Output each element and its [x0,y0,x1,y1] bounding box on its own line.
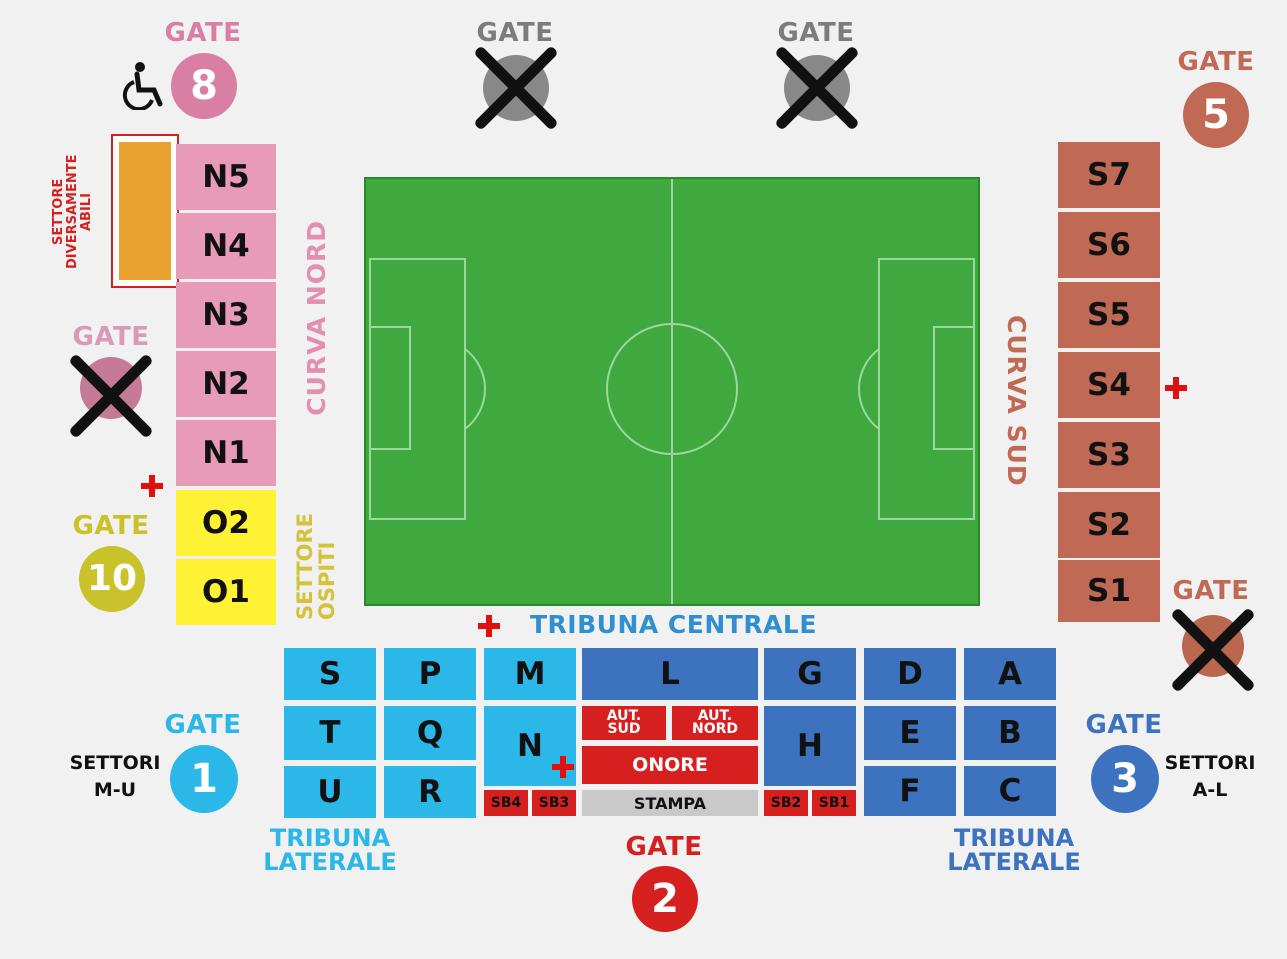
settori-left-line1: SETTORI [69,752,161,774]
sector-SB1[interactable]: SB1 [812,790,856,816]
gate-3-circle[interactable]: 3 [1091,745,1159,813]
sector-N2[interactable]: N2 [176,351,276,417]
sector-Q[interactable]: Q [384,706,476,760]
sector-aut-sud[interactable] [582,706,666,740]
first-aid-icon [478,615,500,637]
gate-10-circle[interactable]: 10 [79,546,145,612]
sector-E[interactable]: E [864,706,956,760]
sector-S2[interactable]: S2 [1058,492,1160,558]
ospiti-line2: OSPITI [315,541,339,620]
sector-H[interactable]: H [764,706,856,786]
curva-nord-label: CURVA NORD [302,220,331,416]
disabili-line3: ABILI [79,193,94,231]
tribuna-laterale-left-label [240,826,420,874]
gate-1-circle[interactable]: 1 [170,745,238,813]
laterale-left-line1: TRIBUNA [269,824,391,852]
settore-ospiti-label [294,495,338,620]
sector-S7[interactable]: S7 [1058,142,1160,208]
sector-SB3[interactable]: SB3 [532,790,576,816]
gate-3-label: GATE [1085,710,1163,740]
gate-10-label: GATE [72,511,150,541]
sector-C[interactable]: C [964,766,1056,816]
settori-right-line1: SETTORI [1164,752,1256,774]
sector-U[interactable]: U [284,766,376,818]
sector-onore[interactable]: ONORE [582,746,758,784]
gate-closed-top-left-label: GATE [476,18,554,48]
sector-S4[interactable]: S4 [1058,352,1160,418]
sector-B[interactable]: B [964,706,1056,760]
settori-right-line2: A-L [1192,779,1228,801]
sector-R[interactable]: R [384,766,476,818]
aut-nord-label: AUT. NORD [691,708,739,737]
gate-closed-left-label: GATE [72,322,150,352]
sector-S6[interactable]: S6 [1058,212,1160,278]
gate-closed-right-label: GATE [1172,576,1250,606]
ospiti-line1: SETTORE [293,513,317,620]
sector-N[interactable]: N [484,706,576,786]
aut-sud-label: AUT. SUD [606,708,642,737]
sector-O2[interactable]: O2 [176,490,276,556]
laterale-right-line2: LATERALE [947,848,1081,876]
gate-5-circle[interactable]: 5 [1183,82,1249,148]
sector-F[interactable]: F [864,766,956,816]
gate-8-label: GATE [164,18,242,48]
sector-G[interactable]: G [764,648,856,700]
gate-8-circle[interactable]: 8 [171,53,237,119]
first-aid-icon [1165,377,1187,399]
gate-closed-top-right-label: GATE [777,18,855,48]
gate-5-label: GATE [1177,47,1255,77]
sector-N5[interactable]: N5 [176,144,276,210]
disabili-line1: SETTORE [51,178,66,246]
sector-stampa[interactable]: STAMPA [582,790,758,816]
sector-D[interactable]: D [864,648,956,700]
gate-1-label: GATE [164,710,242,740]
sector-S1[interactable]: S1 [1058,560,1160,622]
disabili-sector[interactable] [111,134,179,288]
sector-O1[interactable]: O1 [176,559,276,625]
gate-2-circle[interactable]: 2 [632,866,698,932]
sector-A[interactable]: A [964,648,1056,700]
football-pitch [364,177,980,606]
sector-L[interactable]: L [582,648,758,700]
settori-m-u-label [60,750,170,804]
sector-P[interactable]: P [384,648,476,700]
curva-sud-label: CURVA SUD [1002,315,1031,487]
sector-N4[interactable]: N4 [176,213,276,279]
sector-SB4[interactable]: SB4 [484,790,528,816]
gate-2-label: GATE [625,832,703,862]
sector-T[interactable]: T [284,706,376,760]
sector-S5[interactable]: S5 [1058,282,1160,348]
first-aid-icon [552,756,574,778]
sector-N1[interactable]: N1 [176,420,276,486]
wheelchair-icon [120,60,166,110]
first-aid-icon [141,475,163,497]
disabili-line2: DIVERSAMENTE [65,154,80,270]
tribuna-centrale-label: TRIBUNA CENTRALE [530,610,817,639]
laterale-right-line1: TRIBUNA [953,824,1075,852]
laterale-left-line2: LATERALE [263,848,397,876]
sector-aut-nord[interactable] [672,706,758,740]
sector-S3[interactable]: S3 [1058,422,1160,488]
sector-S[interactable]: S [284,648,376,700]
settori-left-line2: M-U [93,779,137,801]
tribuna-laterale-right-label [924,826,1104,874]
sector-SB2[interactable]: SB2 [764,790,808,816]
sector-N3[interactable]: N3 [176,282,276,348]
sector-M[interactable]: M [484,648,576,700]
settori-a-l-label [1155,750,1265,804]
disabili-label [52,142,110,282]
